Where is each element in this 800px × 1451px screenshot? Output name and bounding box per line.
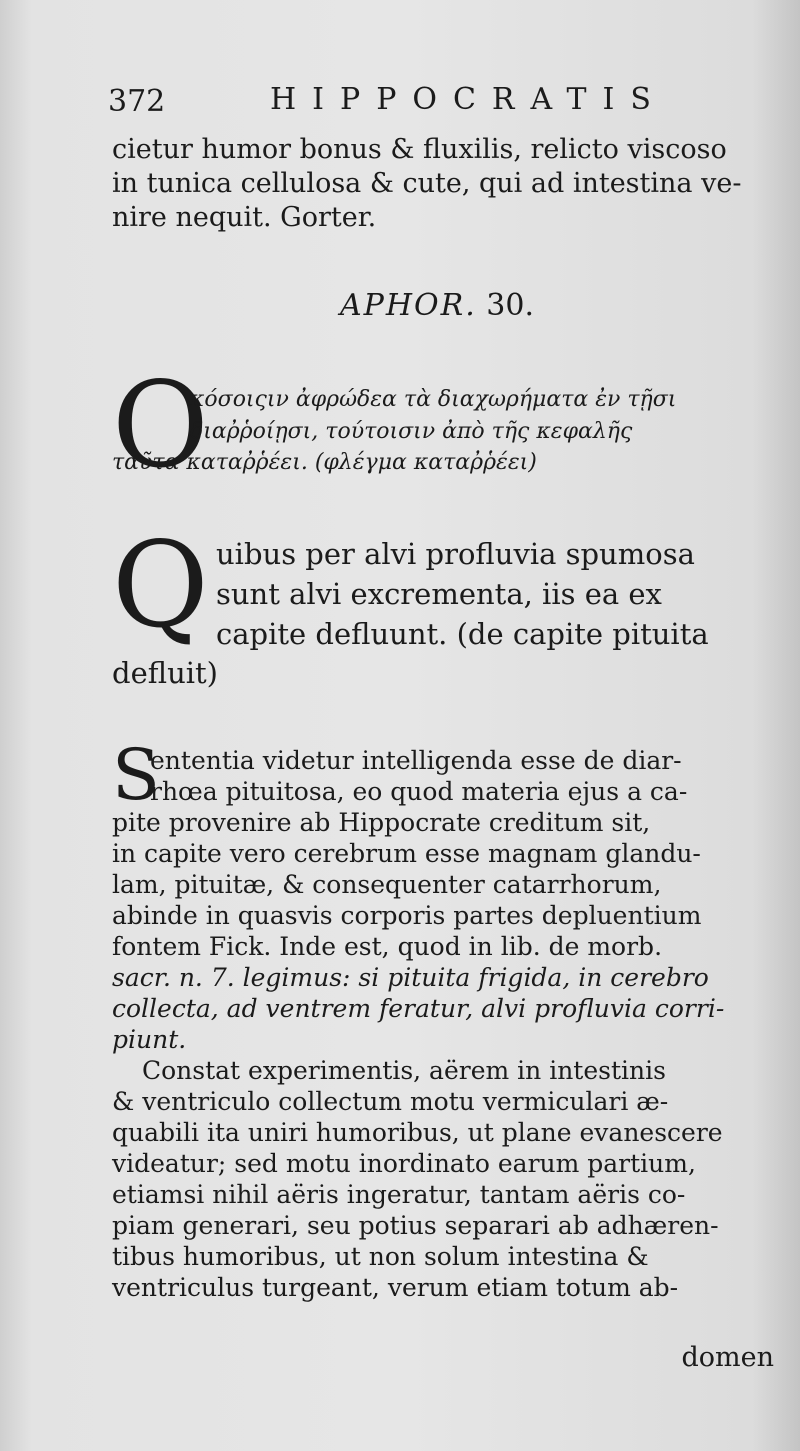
commentary-line: & ventriculo collectum motu vermiculari æ- — [112, 1087, 669, 1116]
latin-last-line: defluit) — [112, 656, 218, 690]
catchword: domen — [681, 1342, 774, 1373]
commentary-line: ventriculus turgeant, verum etiam totum ab- — [112, 1273, 679, 1302]
commentary-line: Constat experimentis, aërem in intestinis — [142, 1056, 666, 1085]
aphorism-heading — [340, 288, 534, 323]
commentary-line: abinde in quasvis corporis partes depluentium — [112, 901, 702, 930]
page-number: 372 — [108, 84, 166, 119]
commentary-line: sacr. n. 7. legimus: si pituita frigida, in cerebro — [112, 963, 709, 992]
latin-line: sunt alvi excrementa, iis ea ex — [216, 577, 662, 611]
commentary-line: etiamsi nihil aëris ingeratur, tantam aëris co- — [112, 1180, 686, 1209]
text-line: nire nequit. Gorter. — [112, 202, 377, 233]
commentary-line: piunt. — [112, 1025, 187, 1054]
commentary-initial: S — [112, 734, 160, 816]
commentary-line: lam, pituitæ, & consequenter catarrhorum, — [112, 870, 662, 899]
commentary-line: collecta, ad ventrem feratur, alvi profluvia corri- — [112, 994, 725, 1023]
text-line: cietur humor bonus & fluxilis, relicto viscoso — [112, 134, 727, 165]
continuation-text — [112, 133, 768, 235]
page-header — [108, 78, 668, 118]
commentary-line: in capite vero cerebrum esse magnam glandu- — [112, 839, 701, 868]
aphorism-number: 30. — [486, 288, 534, 323]
commentary-line: fontem Fick. Inde est, quod in lib. de morb. — [112, 932, 663, 961]
commentary-line: piam generari, seu potius separari ab adhæren- — [112, 1211, 719, 1240]
commentary-text — [112, 745, 772, 1303]
aphorism-label: APHOR. — [340, 288, 477, 323]
latin-line: capite defluunt. (de capite pituita — [216, 617, 709, 651]
running-head: HIPPOCRATIS — [270, 82, 667, 117]
commentary-line: tibus humoribus, ut non solum intestina & — [112, 1242, 649, 1271]
latin-drop-cap: Q — [112, 516, 209, 654]
commentary-line: quabili ita uniri humoribus, ut plane evanescere — [112, 1118, 723, 1147]
greek-line: διαῤῥοίῃσι, τούτοισιν ἀπὸ τῆς κεφαλῆς — [190, 419, 633, 444]
latin-line: uibus per alvi profluvia spumosa — [216, 537, 695, 571]
commentary-line: ententia videtur intelligenda esse de diar- — [150, 746, 682, 775]
latin-translation — [216, 534, 776, 654]
commentary-line: pite provenire ab Hippocrate creditum sit, — [112, 808, 651, 837]
text-line: in tunica cellulosa & cute, qui ad intestina ve- — [112, 168, 742, 199]
greek-drop-cap: O — [112, 356, 209, 494]
greek-text — [190, 384, 770, 448]
greek-line: κόσοιςιν ἀφρώδεα τὰ διαχωρήματα ἐν τῇσι — [190, 387, 677, 412]
commentary-line: videatur; sed motu inordinato earum partium, — [112, 1149, 696, 1178]
greek-line-3: ταῦτα καταῤῥέει. (φλέγμα καταῤῥέει) — [112, 450, 537, 475]
commentary-line: rhœa pituitosa, eo quod materia ejus a ca- — [150, 777, 688, 806]
